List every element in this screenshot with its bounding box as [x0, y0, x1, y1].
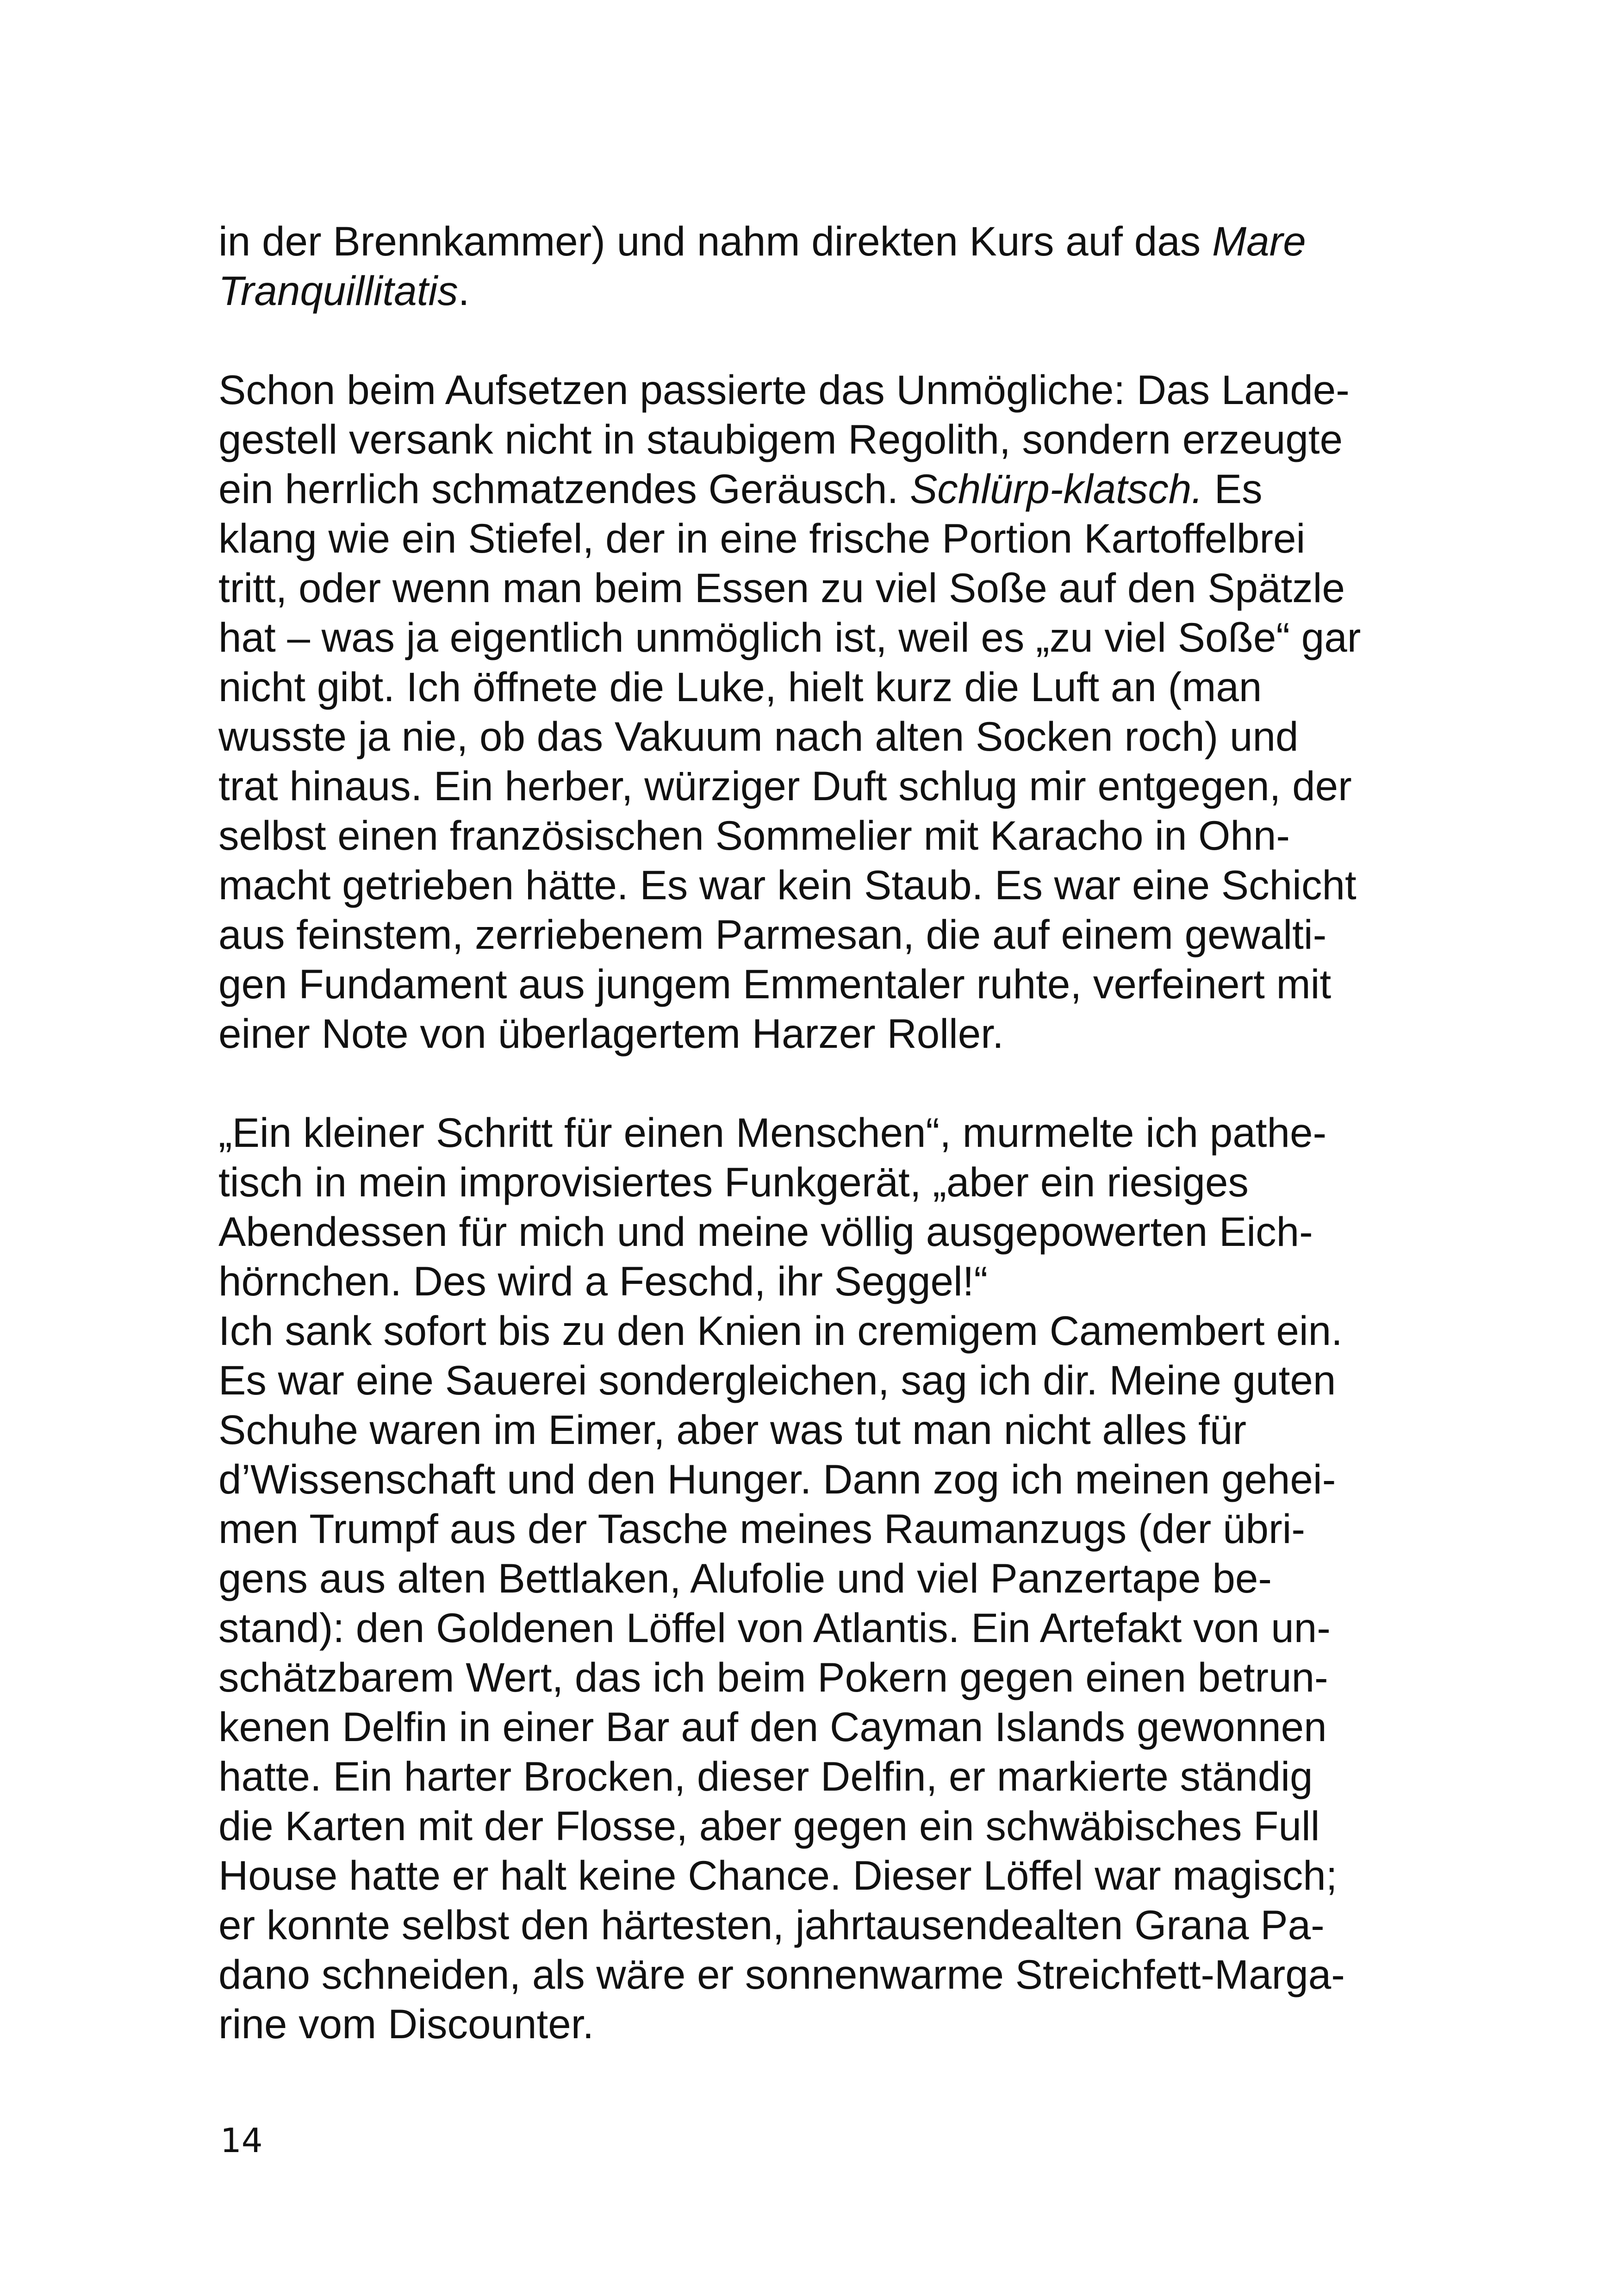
- text-line: [218, 959, 1431, 1009]
- italic-text: Mare: [1212, 218, 1306, 264]
- text-run: selbst einen französischen Sommelier mit Karacho in Ohn-: [218, 812, 1290, 859]
- text-run: in der Brennkammer) und nahm direkten Kurs auf das: [218, 218, 1212, 264]
- paragraph-gap: [218, 316, 1431, 365]
- text-run: gens aus alten Bettlaken, Alufolie und viel Panzertape be-: [218, 1555, 1272, 1601]
- text-run: gen Fundament aus jungem Emmentaler ruhte, verfeinert mit: [218, 961, 1332, 1007]
- text-run: nicht gibt. Ich öffnete die Luke, hielt kurz die Luft an (man: [218, 664, 1262, 710]
- paragraph: [218, 217, 1431, 316]
- paragraph: [218, 365, 1431, 1058]
- text-run: Es: [1203, 466, 1263, 512]
- text-line: [218, 613, 1431, 662]
- text-run: Schon beim Aufsetzen passierte das Unmögliche: Das Lande-: [218, 367, 1350, 413]
- text-line: [218, 1603, 1431, 1653]
- text-run: d’Wissenschaft und den Hunger. Dann zog ich meinen gehei-: [218, 1456, 1336, 1502]
- text-run: tisch in mein improvisiertes Funkgerät, „aber ein riesiges: [218, 1159, 1249, 1205]
- text-line: [218, 1900, 1431, 1950]
- text-run: rine vom Discounter.: [218, 2001, 594, 2047]
- text-line: [218, 1801, 1431, 1851]
- text-run: tritt, oder wenn man beim Essen zu viel Soße auf den Spätzle: [218, 565, 1345, 611]
- text-line: [218, 662, 1431, 712]
- text-line: [218, 266, 1431, 316]
- text-line: [218, 1653, 1431, 1702]
- text-line: [218, 1702, 1431, 1752]
- text-line: [218, 1108, 1431, 1157]
- text-line: [218, 464, 1431, 514]
- text-line: [218, 1752, 1431, 1801]
- italic-text: Tranquillitatis: [218, 268, 458, 314]
- text-line: [218, 860, 1431, 910]
- text-line: [218, 1009, 1431, 1058]
- text-run: trat hinaus. Ein herber, würziger Duft schlug mir entgegen, der: [218, 763, 1352, 809]
- text-run: dano schneiden, als wäre er sonnenwarme Streichfett-Marga-: [218, 1951, 1345, 1997]
- text-run: macht getrieben hätte. Es war kein Staub. Es war eine Schicht: [218, 862, 1357, 908]
- text-run: einer Note von überlagertem Harzer Roller.: [218, 1010, 1004, 1057]
- italic-text: Schlürp-klatsch.: [909, 466, 1203, 512]
- text-line: [218, 1405, 1431, 1455]
- text-run: wusste ja nie, ob das Vakuum nach alten Socken roch) und: [218, 713, 1299, 759]
- text-run: Ich sank sofort bis zu den Knien in cremigem Camembert ein.: [218, 1307, 1343, 1354]
- text-run: ein herrlich schmatzendes Geräusch.: [218, 466, 910, 512]
- text-line: [218, 415, 1431, 464]
- text-line: [218, 1999, 1431, 2049]
- text-line: [218, 1157, 1431, 1207]
- text-run: men Trumpf aus der Tasche meines Raumanzugs (der übri-: [218, 1506, 1306, 1552]
- text-line: [218, 1950, 1431, 1999]
- text-run: schätzbarem Wert, das ich beim Pokern gegen einen betrun-: [218, 1654, 1328, 1700]
- paragraph-gap: [218, 1058, 1431, 1108]
- text-run: er konnte selbst den härtesten, jahrtausendealten Grana Pa-: [218, 1902, 1325, 1948]
- text-run: gestell versank nicht in staubigem Regolith, sondern erzeugte: [218, 416, 1343, 462]
- text-line: [218, 910, 1431, 959]
- text-run: Schuhe waren im Eimer, aber was tut man nicht alles für: [218, 1406, 1247, 1453]
- text-run: hatte. Ein harter Brocken, dieser Delfin, er markierte ständig: [218, 1753, 1313, 1799]
- text-line: [218, 761, 1431, 811]
- text-run: Abendessen für mich und meine völlig ausgepowerten Eich-: [218, 1208, 1313, 1255]
- text-line: [218, 1306, 1431, 1356]
- text-line: [218, 514, 1431, 563]
- text-run: Es war eine Sauerei sondergleichen, sag ich dir. Meine guten: [218, 1357, 1336, 1403]
- text-line: [218, 1554, 1431, 1603]
- text-run: stand): den Goldenen Löffel von Atlantis. Ein Artefakt von un-: [218, 1605, 1331, 1651]
- text-line: [218, 563, 1431, 613]
- page-number: 14: [220, 2121, 263, 2160]
- text-line: [218, 811, 1431, 860]
- text-line: [218, 1257, 1431, 1306]
- text-run: House hatte er halt keine Chance. Dieser Löffel war magisch;: [218, 1852, 1338, 1898]
- text-line: [218, 1504, 1431, 1554]
- text-line: [218, 1356, 1431, 1405]
- text-line: [218, 365, 1431, 415]
- text-run: hörnchen. Des wird a Feschd, ihr Seggel!“: [218, 1258, 988, 1304]
- text-run: hat – was ja eigentlich unmöglich ist, weil es „zu viel Soße“ gar: [218, 614, 1361, 660]
- text-line: [218, 712, 1431, 761]
- text-run: .: [458, 268, 470, 314]
- text-run: aus feinstem, zerriebenem Parmesan, die auf einem gewalti-: [218, 911, 1327, 958]
- text-run: klang wie ein Stiefel, der in eine frische Portion Kartoffelbrei: [218, 515, 1306, 561]
- text-run: „Ein kleiner Schritt für einen Menschen“, murmelte ich pathe-: [218, 1109, 1327, 1156]
- text-run: kenen Delfin in einer Bar auf den Cayman Islands gewonnen: [218, 1704, 1327, 1750]
- text-line: [218, 1455, 1431, 1504]
- paragraph: [218, 1108, 1431, 2049]
- text-line: [218, 217, 1431, 266]
- text-line: [218, 1851, 1431, 1900]
- text-line: [218, 1207, 1431, 1257]
- text-run: die Karten mit der Flosse, aber gegen ein schwäbisches Full: [218, 1803, 1320, 1849]
- body-text: [218, 217, 1431, 2049]
